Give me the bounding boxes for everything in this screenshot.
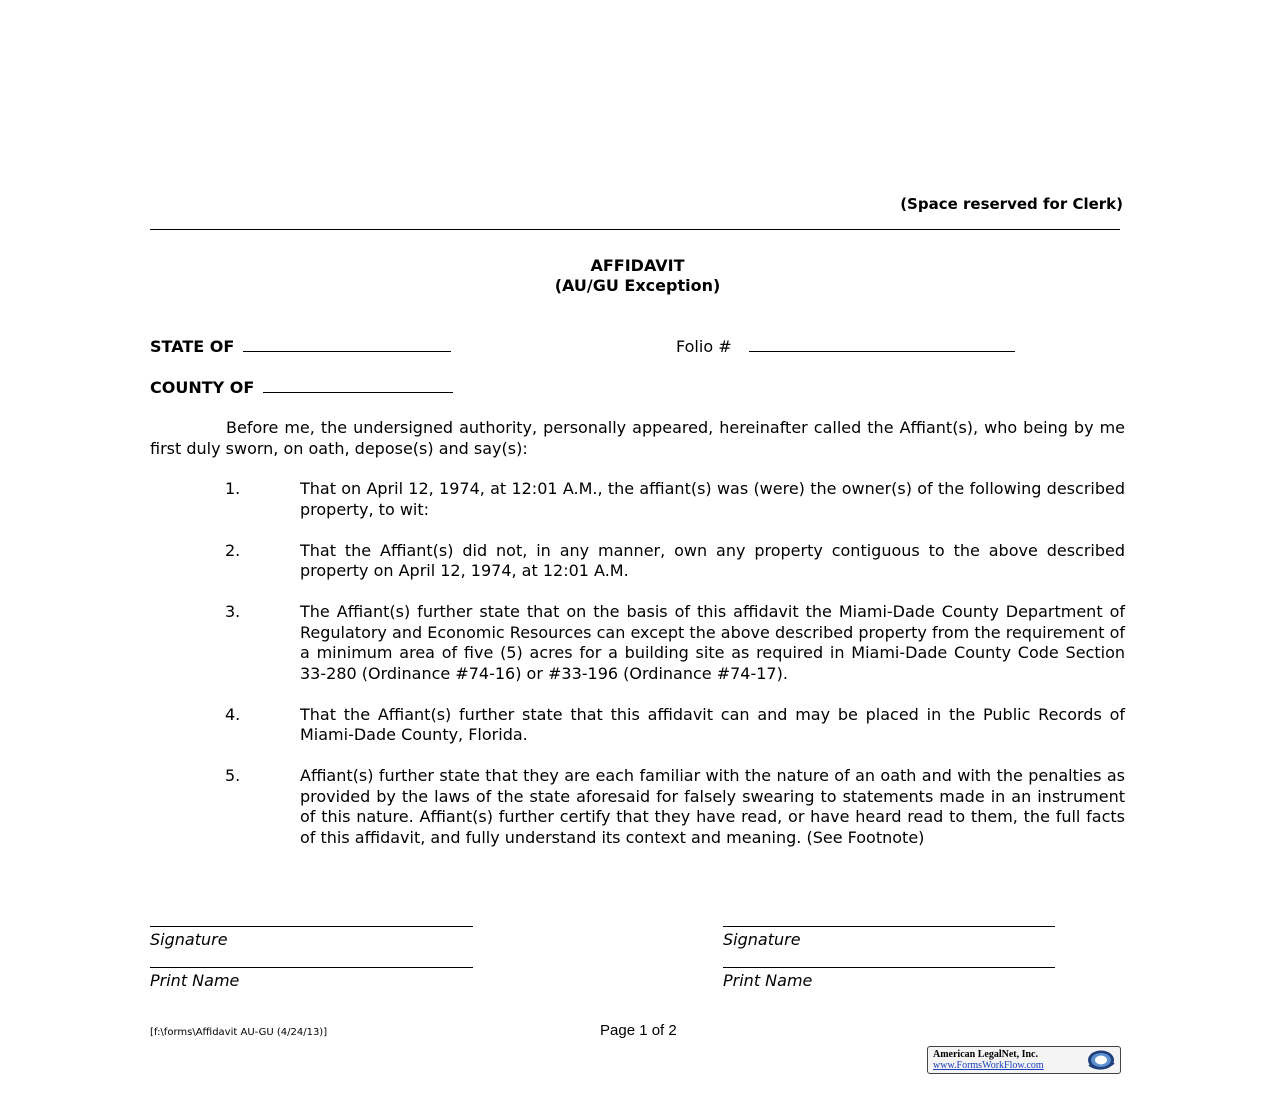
form-reference: [f:\forms\Affidavit AU-GU (4/24/13)] (150, 1027, 328, 1038)
clerk-reserved-note: (Space reserved for Clerk) (900, 195, 1123, 213)
state-field (150, 337, 451, 356)
clerk-divider (150, 229, 1120, 230)
affidavit-statements (150, 479, 1125, 869)
print-name-label-left: Print Name (150, 971, 240, 990)
county-field (150, 378, 453, 397)
folio-blank[interactable] (749, 337, 1015, 352)
county-label: COUNTY OF (150, 378, 255, 397)
list-item (150, 602, 1125, 684)
list-item (150, 541, 1125, 582)
folio-label: Folio # (676, 337, 732, 356)
state-label: STATE OF (150, 337, 235, 356)
print-name-line-right[interactable] (723, 967, 1055, 968)
item-number: 2. (225, 540, 241, 560)
state-blank[interactable] (243, 337, 451, 352)
vendor-url[interactable]: www.FormsWorkFlow.com (933, 1060, 1044, 1071)
item-number: 1. (225, 479, 241, 498)
page-number: Page 1 of 2 (600, 1022, 677, 1039)
signature-label-right: Signature (723, 930, 801, 949)
county-blank[interactable] (263, 378, 453, 393)
item-text: Affiant(s) further state that they are each familiar with the nature of an oath and with the penalties as provided by the laws of the state aforesaid for falsely swearing to statements made in an instrument of this nature. Affiant(s) further certify that they have read, or have heard read to them, the full facts of this affidavit, and fully understand its context and meaning. (See Footnote) (300, 766, 1125, 847)
folio-field (676, 337, 1015, 356)
item-text: That the Affiant(s) further state that this affidavit can and may be placed in the Public Records of Miami-Dade County, Florida. (300, 704, 1125, 744)
signature-label-left: Signature (150, 930, 228, 949)
intro-text: Before me, the undersigned authority, personally appeared, hereinafter called the Affiant(s), who being by me first duly sworn, on oath, depose(s) and say(s): (150, 418, 1125, 458)
signature-line-left[interactable] (150, 926, 473, 927)
print-name-label-right: Print Name (723, 971, 813, 990)
item-text: The Affiant(s) further state that on the basis of this affidavit the Miami-Dade County Department of Regulatory and Economic Resources can except the above described property from the requirement of a minimum area of five (5) acres for a building site as required in Miami-Dade County Code Section 33-280 (Ordinance #74-16) or #33-196 (Ordinance #74-17). (300, 602, 1125, 683)
intro-paragraph (150, 418, 1125, 459)
item-text: That the Affiant(s) did not, in any manner, own any property contiguous to the above described property on April 12, 1974, at 12:01 A.M. (300, 540, 1125, 580)
list-item (150, 766, 1125, 848)
list-item (150, 705, 1125, 746)
title-main: AFFIDAVIT (590, 256, 685, 275)
title-subtitle: (AU/GU Exception) (554, 276, 721, 295)
list-item (150, 479, 1125, 520)
document-title (150, 256, 1125, 296)
item-number: 4. (225, 704, 241, 724)
item-number: 3. (225, 602, 241, 621)
vendor-name: American LegalNet, Inc. (933, 1049, 1038, 1060)
signature-line-right[interactable] (723, 926, 1055, 927)
item-number: 5. (225, 766, 241, 785)
item-text: That on April 12, 1974, at 12:01 A.M., the affiant(s) was (were) the owner(s) of the following described property, to wit: (300, 479, 1125, 519)
vendor-stamp (927, 1046, 1121, 1074)
print-name-line-left[interactable] (150, 967, 473, 968)
vendor-logo-icon (1084, 1049, 1116, 1071)
